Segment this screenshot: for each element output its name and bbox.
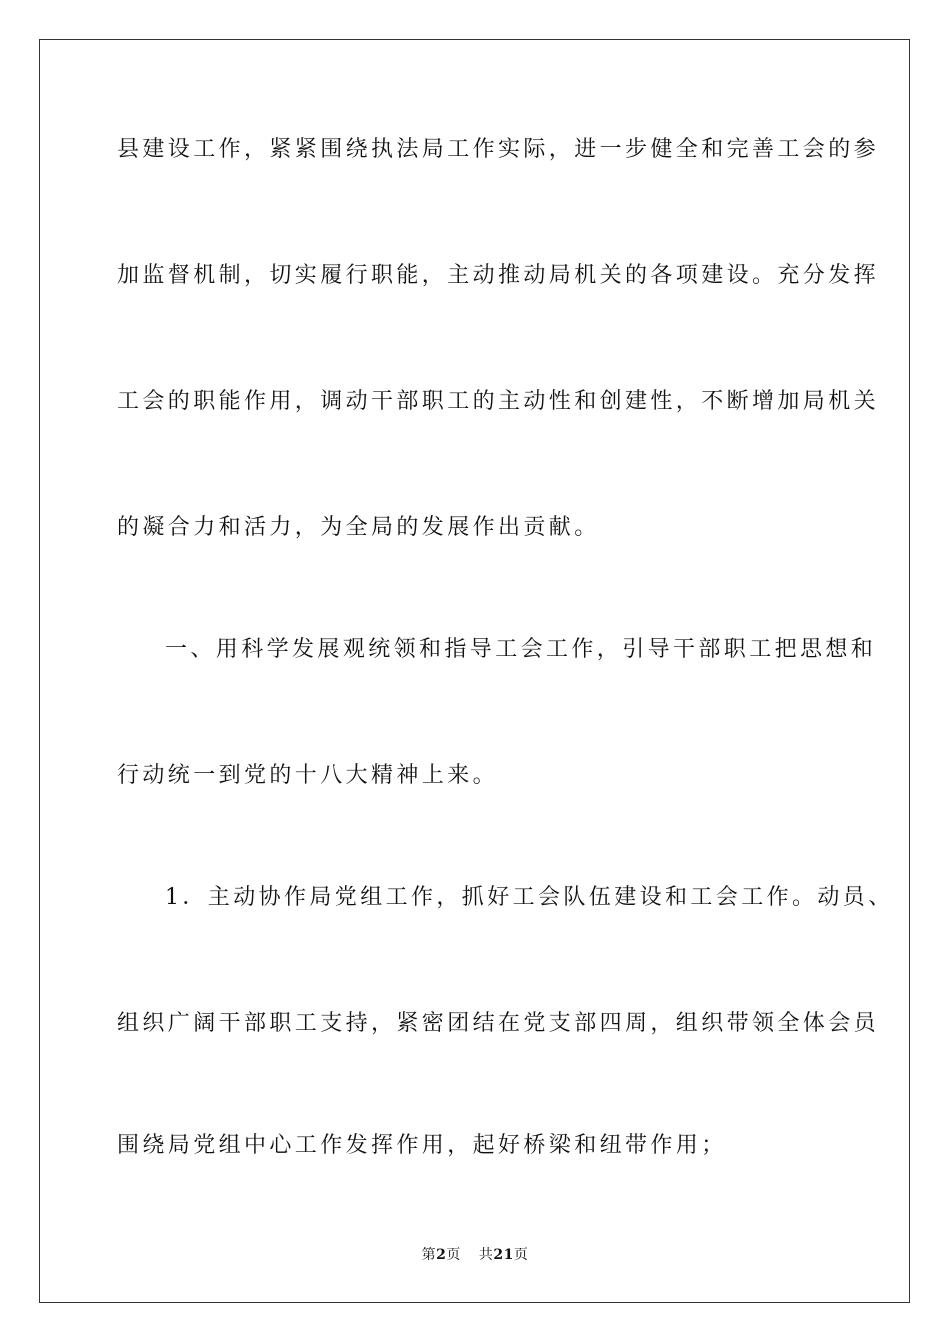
page-footer — [0, 1246, 950, 1264]
total-pages: 21 — [493, 1247, 514, 1263]
text-line: 工会的职能作用，调动干部职工的主动性和创建性，不断增加局机关 — [117, 389, 880, 414]
text-line: 的凝合力和活力，为全局的发展作出贡献。 — [117, 515, 600, 540]
text-line: 加监督机制，切实履行职能，主动推动局机关的各项建设。充分发挥 — [117, 263, 880, 288]
page-label-prefix: 第 — [421, 1247, 437, 1263]
page-label-suffix: 页 — [446, 1247, 461, 1263]
text-line: 行动统一到党的十八大精神上来。 — [117, 763, 499, 788]
list-item-line: 1．主动协作局党组工作，抓好工会队伍建设和工会工作。动员、 — [165, 885, 894, 910]
total-label-suffix: 页 — [513, 1247, 529, 1263]
total-label-prefix: 共 — [478, 1247, 494, 1263]
text-line: 围绕局党组中心工作发挥作用，起好桥梁和纽带作用； — [117, 1133, 727, 1158]
text-line: 组织广阔干部职工支持，紧密团结在党支部四周，组织带领全体会员 — [117, 1011, 880, 1036]
text-line: 县建设工作，紧紧围绕执法局工作实际，进一步健全和完善工会的参 — [117, 137, 880, 162]
section-heading-line: 一、用科学发展观统领和指导工会工作，引导干部职工把思想和 — [165, 637, 877, 662]
page-border — [39, 39, 910, 1303]
page-number: 2 — [436, 1247, 447, 1263]
